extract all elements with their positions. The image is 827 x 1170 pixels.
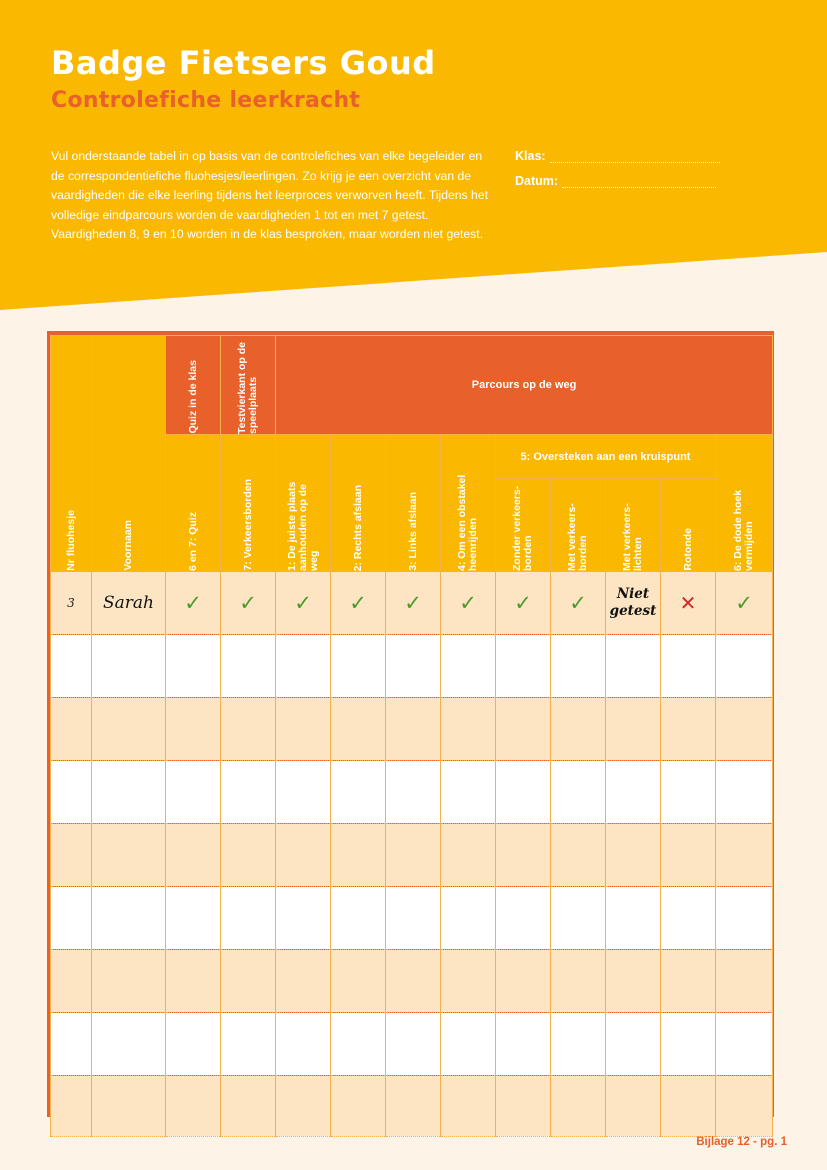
cell-skill-4[interactable] xyxy=(441,1076,496,1137)
cell-skill-5c[interactable] xyxy=(606,698,661,761)
header-skill-5d: Rotonde xyxy=(661,479,716,572)
table-row xyxy=(51,950,773,1013)
cell-skill-5a[interactable] xyxy=(496,824,551,887)
cell-skill-1[interactable] xyxy=(276,1076,331,1137)
cell-skill-4[interactable] xyxy=(441,698,496,761)
cell-quiz[interactable] xyxy=(166,1013,221,1076)
cell-name[interactable] xyxy=(92,824,166,887)
table-row xyxy=(51,1013,773,1076)
header-nr: Nr fluohesje xyxy=(51,336,92,572)
cell-skill-6[interactable] xyxy=(716,698,773,761)
cell-skill-5a[interactable] xyxy=(496,950,551,1013)
cell-skill-5b[interactable] xyxy=(551,635,606,698)
cell-skill-5c[interactable] xyxy=(606,950,661,1013)
header-skill-6: 6: De dode hoek vermijden xyxy=(716,435,773,572)
header-skill-1: 1: De juiste plaats aanhouden op de weg xyxy=(276,435,331,572)
cell-skill-1[interactable] xyxy=(276,950,331,1013)
cell-nr[interactable] xyxy=(51,761,92,824)
cell-skill-5d[interactable] xyxy=(661,1076,716,1137)
cell-verkeersborden[interactable] xyxy=(221,887,276,950)
table-row xyxy=(51,1076,773,1137)
cell-skill-6[interactable] xyxy=(716,572,773,635)
check-icon: ✓ xyxy=(514,591,532,615)
header-name: Voornaam xyxy=(92,336,166,572)
cell-skill-6[interactable] xyxy=(716,824,773,887)
cell-skill-6[interactable] xyxy=(716,761,773,824)
cell-quiz[interactable] xyxy=(166,950,221,1013)
table-row xyxy=(51,572,773,635)
skills-table xyxy=(50,335,773,1137)
cell-skill-3[interactable] xyxy=(386,761,441,824)
cell-skill-1[interactable] xyxy=(276,572,331,635)
cell-skill-5a[interactable] xyxy=(496,761,551,824)
cell-skill-4[interactable] xyxy=(441,761,496,824)
header-verkeersborden: 7: Verkeersborden xyxy=(221,435,276,572)
cell-skill-4[interactable] xyxy=(441,572,496,635)
cell-nr[interactable] xyxy=(51,635,92,698)
cell-skill-4[interactable] xyxy=(441,1013,496,1076)
cell-skill-6[interactable] xyxy=(716,950,773,1013)
cell-name[interactable] xyxy=(92,1013,166,1076)
cell-nr[interactable] xyxy=(51,824,92,887)
cell-quiz[interactable] xyxy=(166,1076,221,1137)
cell-skill-5b[interactable] xyxy=(551,1013,606,1076)
cell-skill-5d[interactable] xyxy=(661,1013,716,1076)
cell-skill-6[interactable] xyxy=(716,887,773,950)
header-skill-5a: Zonder verkeers-borden xyxy=(496,479,551,572)
cell-skill-5d[interactable] xyxy=(661,761,716,824)
cell-skill-5c[interactable] xyxy=(606,1013,661,1076)
cell-skill-3[interactable] xyxy=(386,824,441,887)
check-icon: ✓ xyxy=(404,591,422,615)
cell-skill-1[interactable] xyxy=(276,1013,331,1076)
cell-quiz[interactable] xyxy=(166,761,221,824)
cell-skill-5d[interactable] xyxy=(661,824,716,887)
cell-name[interactable] xyxy=(92,635,166,698)
table-row xyxy=(51,635,773,698)
cell-nr[interactable] xyxy=(51,950,92,1013)
cell-skill-5a[interactable] xyxy=(496,572,551,635)
cell-quiz[interactable] xyxy=(166,572,221,635)
cell-skill-5b[interactable] xyxy=(551,1076,606,1137)
check-icon: ✓ xyxy=(184,591,202,615)
header-skill-4: 4: Om een obstakel heenrijden xyxy=(441,435,496,572)
header-quiz: 6 en 7: Quiz xyxy=(166,435,221,572)
cell-skill-5b[interactable] xyxy=(551,950,606,1013)
cell-name[interactable] xyxy=(92,761,166,824)
datum-fill-line[interactable] xyxy=(562,177,716,188)
cell-skill-2[interactable] xyxy=(331,1076,386,1137)
cell-skill-3[interactable] xyxy=(386,572,441,635)
cell-nr[interactable] xyxy=(51,698,92,761)
cell-verkeersborden[interactable] xyxy=(221,1076,276,1137)
cell-name[interactable] xyxy=(92,887,166,950)
klas-fill-line[interactable] xyxy=(550,152,720,163)
cell-verkeersborden[interactable] xyxy=(221,761,276,824)
cell-skill-5c[interactable] xyxy=(606,1076,661,1137)
cell-skill-6[interactable] xyxy=(716,635,773,698)
cell-skill-3[interactable] xyxy=(386,635,441,698)
not-tested-note: Niet getest xyxy=(609,586,657,619)
cell-skill-2[interactable] xyxy=(331,572,386,635)
cell-skill-5c[interactable] xyxy=(606,887,661,950)
cell-skill-5b[interactable] xyxy=(551,824,606,887)
cell-skill-2[interactable] xyxy=(331,761,386,824)
table-row xyxy=(51,698,773,761)
cell-skill-5a[interactable] xyxy=(496,1076,551,1137)
table-row xyxy=(51,761,773,824)
cell-skill-5c[interactable] xyxy=(606,761,661,824)
cell-skill-1[interactable] xyxy=(276,824,331,887)
cell-skill-2[interactable] xyxy=(331,698,386,761)
check-icon: ✓ xyxy=(459,591,477,615)
cell-skill-3[interactable] xyxy=(386,950,441,1013)
cell-skill-2[interactable] xyxy=(331,824,386,887)
cell-verkeersborden[interactable] xyxy=(221,824,276,887)
cell-name[interactable] xyxy=(92,1076,166,1137)
cell-skill-3[interactable] xyxy=(386,698,441,761)
header-skill-2: 2: Rechts afslaan xyxy=(331,435,386,572)
cell-skill-5d[interactable] xyxy=(661,572,716,635)
klas-label: Klas: xyxy=(515,149,546,163)
cell-skill-3[interactable] xyxy=(386,887,441,950)
header-skill-5b: Met verkeers-borden xyxy=(551,479,606,572)
check-icon: ✓ xyxy=(239,591,257,615)
cell-skill-5b[interactable] xyxy=(551,698,606,761)
table-row xyxy=(51,824,773,887)
cell-skill-6[interactable] xyxy=(716,1076,773,1137)
cell-skill-2[interactable] xyxy=(331,887,386,950)
header-skill-5c: Met verkeers-lichten xyxy=(606,479,661,572)
cell-skill-4[interactable] xyxy=(441,824,496,887)
empty-rows xyxy=(51,635,773,1137)
cell-skill-5c[interactable] xyxy=(606,635,661,698)
cell-verkeersborden[interactable] xyxy=(221,572,276,635)
check-icon: ✓ xyxy=(294,591,312,615)
klas-field[interactable] xyxy=(515,149,720,163)
cell-skill-5d[interactable] xyxy=(661,635,716,698)
header-group-testvierkant: Testvierkant op de speelplaats xyxy=(221,336,276,435)
cell-quiz[interactable] xyxy=(166,635,221,698)
cell-skill-4[interactable] xyxy=(441,887,496,950)
check-icon: ✓ xyxy=(735,591,753,615)
check-icon: ✓ xyxy=(349,591,367,615)
cell-quiz[interactable] xyxy=(166,824,221,887)
cell-skill-5a[interactable] xyxy=(496,887,551,950)
cell-verkeersborden[interactable] xyxy=(221,635,276,698)
page-footer: Bijlage 12 - pg. 1 xyxy=(696,1136,787,1148)
cell-skill-4[interactable] xyxy=(441,635,496,698)
datum-label: Datum: xyxy=(515,174,559,188)
cell-skill-5d[interactable] xyxy=(661,950,716,1013)
cell-skill-6[interactable] xyxy=(716,1013,773,1076)
cell-name[interactable]: Sarah xyxy=(92,572,166,635)
page-subtitle: Controlefiche leerkracht xyxy=(51,88,361,113)
header-group-parcours: Parcours op de weg xyxy=(276,336,773,435)
cell-skill-2[interactable] xyxy=(331,1013,386,1076)
cell-skill-4[interactable] xyxy=(441,950,496,1013)
cell-skill-5a[interactable] xyxy=(496,698,551,761)
cell-skill-1[interactable] xyxy=(276,698,331,761)
cell-skill-5b[interactable] xyxy=(551,887,606,950)
header-skill-3: 3: Links afslaan xyxy=(386,435,441,572)
cell-skill-3[interactable] xyxy=(386,1076,441,1137)
cell-skill-2[interactable] xyxy=(331,950,386,1013)
table-row xyxy=(51,887,773,950)
cross-icon: ✕ xyxy=(679,592,697,615)
cell-name[interactable] xyxy=(92,698,166,761)
cell-name[interactable] xyxy=(92,950,166,1013)
cell-skill-5d[interactable] xyxy=(661,887,716,950)
cell-skill-5c[interactable] xyxy=(606,824,661,887)
cell-verkeersborden[interactable] xyxy=(221,950,276,1013)
cell-quiz[interactable] xyxy=(166,887,221,950)
header-group-quiz: Quiz in de klas xyxy=(166,336,221,435)
cell-skill-5d[interactable] xyxy=(661,698,716,761)
cell-nr[interactable] xyxy=(51,1076,92,1137)
cell-skill-5a[interactable] xyxy=(496,635,551,698)
cell-skill-5b[interactable] xyxy=(551,572,606,635)
cell-nr[interactable] xyxy=(51,887,92,950)
header-group-5: 5: Oversteken aan een kruispunt xyxy=(496,435,716,479)
cell-verkeersborden[interactable] xyxy=(221,1013,276,1076)
cell-skill-2[interactable] xyxy=(331,635,386,698)
intro-text: Vul onderstaande tabel in op basis van de controlefiches van elke begeleider en de correspondentiefiche fluohesjes/leerlingen. Zo krijg je een overzicht van de vaardigheden die elke leerling tijdens het leerproces verworven heeft. Tijdens het volledige eindparcours worden de vaardigheden 1 tot en met 7 getest. Vaardigheden 8, 9 en 10 worden in de klas besproken, maar worden niet getest. xyxy=(51,149,488,242)
cell-skill-5a[interactable] xyxy=(496,1013,551,1076)
cell-skill-5b[interactable] xyxy=(551,761,606,824)
cell-skill-1[interactable] xyxy=(276,635,331,698)
cell-skill-5c[interactable] xyxy=(606,572,661,635)
cell-skill-1[interactable] xyxy=(276,761,331,824)
cell-nr[interactable]: 3 xyxy=(51,572,92,635)
cell-quiz[interactable] xyxy=(166,698,221,761)
cell-verkeersborden[interactable] xyxy=(221,698,276,761)
cell-skill-3[interactable] xyxy=(386,1013,441,1076)
datum-field[interactable] xyxy=(515,174,716,188)
check-icon: ✓ xyxy=(569,591,587,615)
cell-nr[interactable] xyxy=(51,1013,92,1076)
page-title: Badge Fietsers Goud xyxy=(51,44,436,82)
cell-skill-1[interactable] xyxy=(276,887,331,950)
